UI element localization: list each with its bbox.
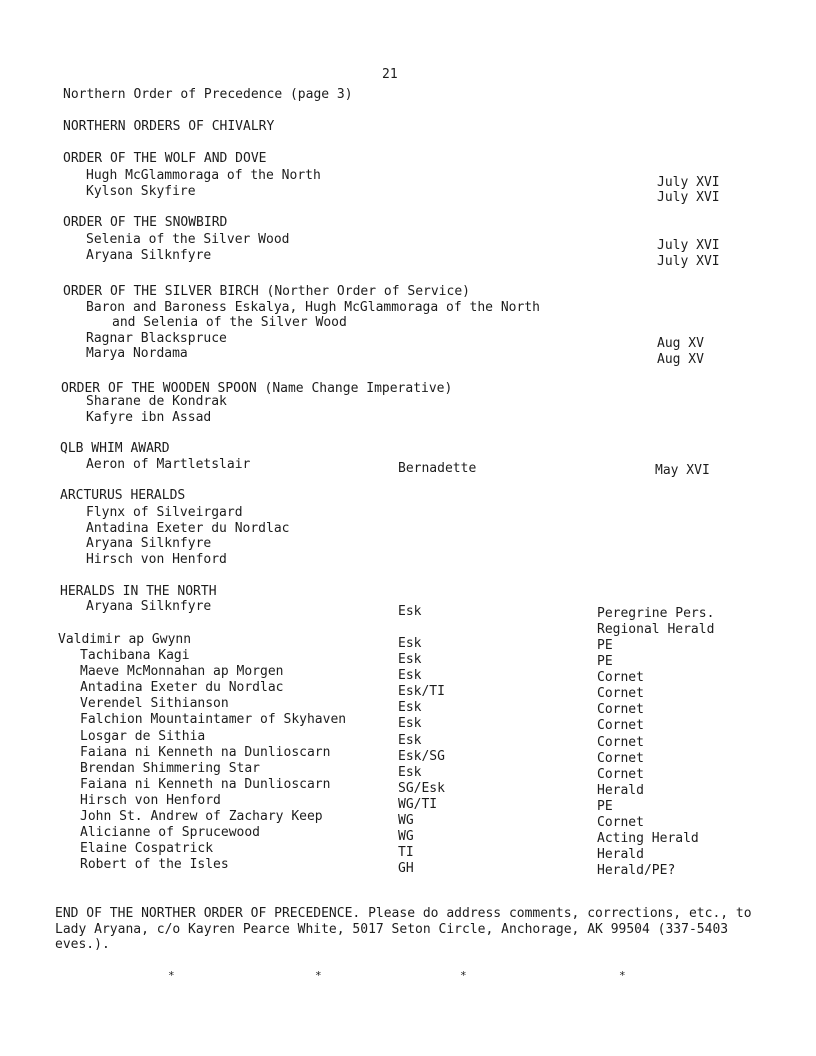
herald-name: Verendel Sithianson (80, 696, 229, 711)
member-date: Aug XV (657, 336, 704, 351)
order-wolf-dove-title: ORDER OF THE WOLF AND DOVE (63, 151, 267, 166)
member-line: Baron and Baroness Eskalya, Hugh McGlammoraga of the North (86, 300, 540, 315)
herald-group: Esk (398, 716, 422, 731)
herald-office: Cornet (597, 670, 644, 685)
herald-office: Herald (597, 783, 644, 798)
herald-name: Brendan Shimmering Star (80, 761, 261, 776)
herald-office: Cornet (597, 815, 644, 830)
herald-office: PE (597, 638, 613, 653)
herald-group: WG (398, 813, 414, 828)
herald-group: SG/Esk (398, 781, 445, 796)
herald-office: Herald/PE? (597, 863, 676, 878)
herald-name: Alicianne of Sprucewood (80, 825, 261, 840)
herald-office: Acting Herald (597, 831, 699, 846)
herald-group: WG/TI (398, 797, 438, 812)
herald-group: Esk (398, 652, 422, 667)
order-snowbird-title: ORDER OF THE SNOWBIRD (63, 215, 228, 230)
member-date: July XVI (657, 254, 720, 269)
separator-star: * (460, 969, 467, 982)
member-name: Ragnar Blackspruce (86, 331, 227, 346)
herald-name: Valdimir ap Gwynn (58, 632, 192, 647)
member-name: Aryana Silknfyre (86, 248, 212, 263)
closing-note: END OF THE NORTHER ORDER OF PRECEDENCE. Please do address comments, corrections, etc., to Lady Aryana, c/o Kayren Pearce White, 5017 Seton Circle, Anchorage, AK 99504 (337-5403 eves.). (55, 906, 752, 952)
member-line: and Selenia of the Silver Wood (112, 315, 347, 330)
herald-office: PE (597, 654, 613, 669)
herald-name: Elaine Cospatrick (80, 841, 214, 856)
herald-group: Esk/TI (398, 684, 445, 699)
separator-star: * (168, 969, 175, 982)
member-date: July XVI (657, 175, 720, 190)
member-name: Hugh McGlammoraga of the North (86, 168, 321, 183)
member-name: Aryana Silknfyre (86, 536, 212, 551)
herald-name: Losgar de Sithia (80, 729, 206, 744)
member-name: Hirsch von Henford (86, 552, 227, 567)
arcturus-heralds-title: ARCTURUS HERALDS (60, 488, 186, 503)
herald-name: Faiana ni Kenneth na Dunlioscarn (80, 745, 331, 760)
herald-group: Esk (398, 700, 422, 715)
herald-office: Cornet (597, 702, 644, 717)
herald-group: GH (398, 861, 414, 876)
herald-name: Aryana Silknfyre (86, 599, 212, 614)
member-name: Marya Nordama (86, 346, 188, 361)
herald-group: Esk (398, 604, 422, 619)
award-giver: Bernadette (398, 461, 477, 476)
herald-name: Faiana ni Kenneth na Dunlioscarn (80, 777, 331, 792)
section-title: NORTHERN ORDERS OF CHIVALRY (63, 119, 275, 134)
member-name: Kafyre ibn Assad (86, 410, 212, 425)
member-name: Kylson Skyfire (86, 184, 196, 199)
herald-group: Esk (398, 733, 422, 748)
separator-star: * (619, 969, 626, 982)
member-date: May XVI (655, 463, 710, 478)
member-date: July XVI (657, 238, 720, 253)
order-wooden-spoon-title: ORDER OF THE WOODEN SPOON (Name Change Imperative) (61, 381, 453, 396)
herald-name: Antadina Exeter du Nordlac (80, 680, 284, 695)
herald-name: Tachibana Kagi (80, 648, 190, 663)
member-name: Antadina Exeter du Nordlac (86, 521, 290, 536)
member-name: Flynx of Silveirgard (86, 505, 243, 520)
herald-office: Cornet (597, 767, 644, 782)
herald-office: Regional Herald (597, 622, 715, 637)
herald-office: Cornet (597, 751, 644, 766)
herald-group: WG (398, 829, 414, 844)
herald-office: PE (597, 799, 613, 814)
award-qlb-title: QLB WHIM AWARD (60, 441, 170, 456)
page-number: 21 (382, 67, 398, 82)
herald-group: TI (398, 845, 414, 860)
herald-name: Robert of the Isles (80, 857, 229, 872)
member-name: Selenia of the Silver Wood (86, 232, 290, 247)
heralds-north-title: HERALDS IN THE NORTH (60, 584, 217, 599)
separator-star: * (315, 969, 322, 982)
member-date: July XVI (657, 190, 720, 205)
herald-group: Esk (398, 668, 422, 683)
herald-name: John St. Andrew of Zachary Keep (80, 809, 323, 824)
herald-name: Falchion Mountaintamer of Skyhaven (80, 712, 347, 727)
member-name: Aeron of Martletslair (86, 457, 251, 472)
herald-office: Cornet (597, 735, 644, 750)
herald-name: Maeve McMonnahan ap Morgen (80, 664, 284, 679)
herald-group: Esk/SG (398, 749, 445, 764)
order-silver-birch-title: ORDER OF THE SILVER BIRCH (Norther Order of Service) (63, 284, 470, 299)
page-header: Northern Order of Precedence (page 3) (63, 87, 353, 102)
herald-name: Hirsch von Henford (80, 793, 221, 808)
herald-group: Esk (398, 765, 422, 780)
herald-office: Cornet (597, 718, 644, 733)
herald-group: Esk (398, 636, 422, 651)
member-name: Sharane de Kondrak (86, 394, 227, 409)
member-date: Aug XV (657, 352, 704, 367)
herald-office: Peregrine Pers. (597, 606, 715, 621)
herald-office: Cornet (597, 686, 644, 701)
herald-office: Herald (597, 847, 644, 862)
